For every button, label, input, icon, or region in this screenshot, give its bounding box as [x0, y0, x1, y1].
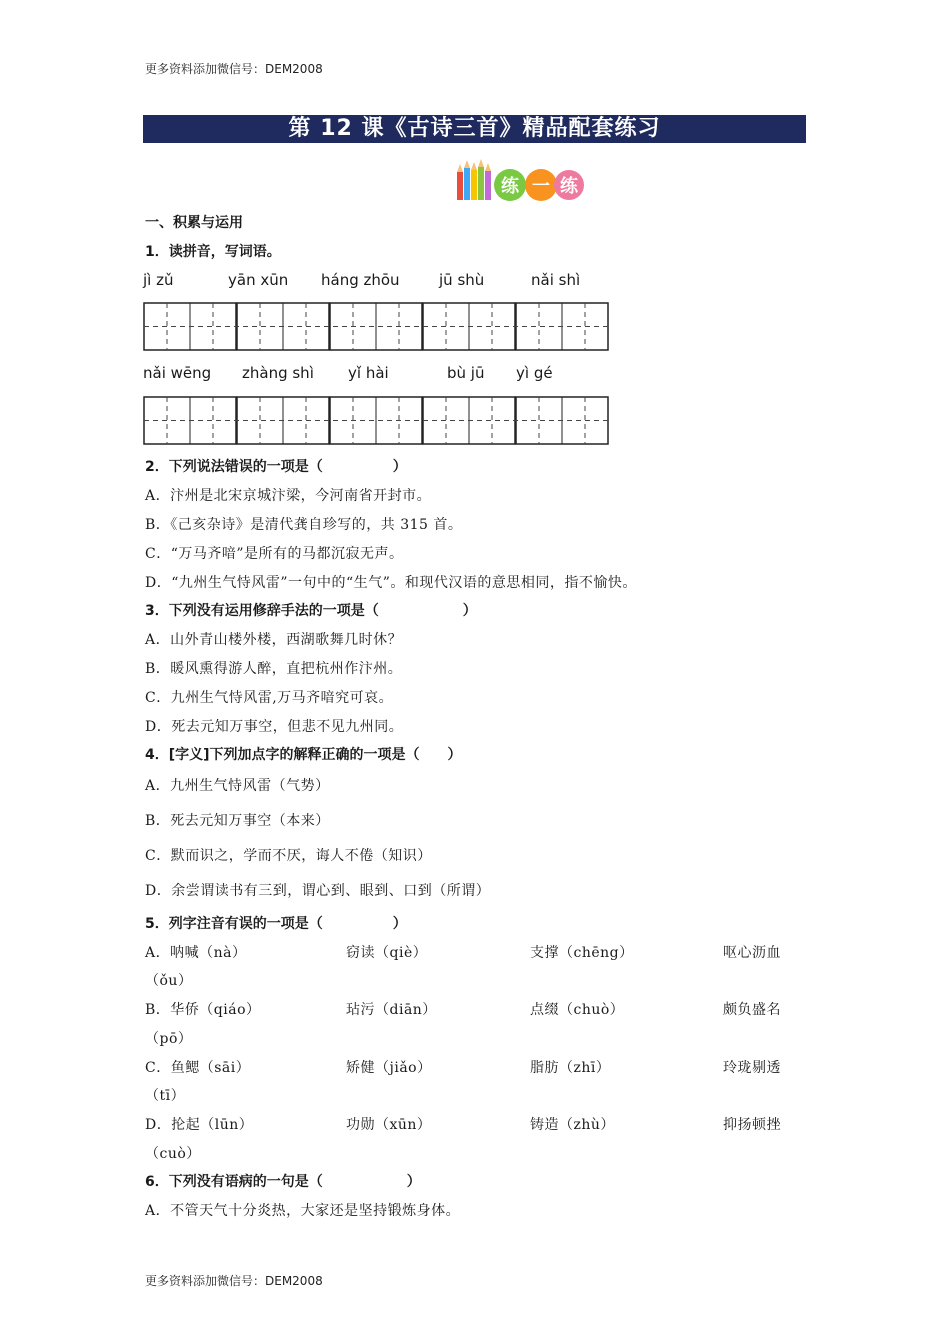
q5-row-a-1[interactable]: A．呐喊（nà） [145, 945, 247, 961]
q3-option-a[interactable]: A．山外青山楼外楼，西湖歌舞几时休？ [145, 632, 403, 648]
q4-option-a[interactable]: A．九州生气恃风雷（气势） [145, 778, 330, 794]
q2-option-d[interactable]: D．“九州生气恃风雷”一句中的“生气”。和现代汉语的意思相同，指不愉快。 [145, 575, 637, 591]
q2-stem: 2．下列说法错误的一项是（ ） [145, 459, 407, 475]
pinyin-6: nǎi wēng [143, 364, 212, 382]
q5-row-d-4: 抑扬顿挫 [723, 1117, 781, 1133]
writing-grid-row-1[interactable] [143, 302, 611, 352]
q4-option-c[interactable]: C．默而识之，学而不厌，诲人不倦（知识） [145, 848, 432, 864]
pinyin-9: bù jū [447, 364, 485, 382]
q5-row-d-2: 功勋（xūn） [346, 1117, 432, 1133]
q5-row-b-2: 玷污（diān） [346, 1002, 437, 1018]
q5-row-d-5: （cuò） [145, 1146, 201, 1162]
pinyin-7: zhàng shì [242, 364, 314, 382]
q5-row-c-3: 脂肪（zhī） [530, 1060, 611, 1076]
q6-stem: 6．下列没有语病的一句是（ ） [145, 1174, 421, 1190]
q1-stem: 1．读拼音，写词语。 [145, 244, 281, 260]
q3-option-b[interactable]: B．暖风熏得游人醉，直把杭州作汴州。 [145, 661, 403, 677]
q5-stem: 5．列字注音有误的一项是（ ） [145, 916, 407, 932]
q2-option-c[interactable]: C．“万马齐喑”是所有的马都沉寂无声。 [145, 546, 404, 562]
q6-option-a[interactable]: A．不管天气十分炎热，大家还是坚持锻炼身体。 [145, 1203, 461, 1219]
q2-option-a[interactable]: A．汴州是北宋京城汴梁，今河南省开封市。 [145, 488, 432, 504]
banner-char-3: 练 [560, 176, 578, 197]
section-heading: 一、积累与运用 [145, 215, 243, 231]
pinyin-2: yān xūn [228, 271, 289, 289]
q5-row-a-4: 呕心沥血 [723, 945, 781, 961]
q2-option-b[interactable]: B．《己亥杂诗》是清代龚自珍写的，共 315 首。 [145, 517, 463, 533]
pinyin-8: yǐ hài [348, 364, 389, 382]
page-footer: 更多资料添加微信号：DEM2008 [145, 1274, 323, 1288]
pinyin-4: jū shù [439, 271, 485, 289]
q5-row-c-2: 矫健（jiǎo） [346, 1060, 432, 1076]
q3-stem: 3．下列没有运用修辞手法的一项是（ ） [145, 603, 477, 619]
practice-banner [455, 158, 585, 204]
q5-row-b-5: （pō） [145, 1031, 193, 1047]
q5-row-c-4: 玲珑剔透 [723, 1060, 781, 1076]
q5-row-a-2: 窃读（qiè） [346, 945, 428, 961]
q3-option-c[interactable]: C．九州生气恃风雷,万马齐喑究可哀。 [145, 690, 394, 706]
writing-grid-row-2[interactable] [143, 396, 611, 446]
banner-char-1: 练 [501, 176, 519, 197]
q5-row-a-3: 支撑（chēng） [530, 945, 634, 961]
q5-row-c-5: （tī） [145, 1088, 186, 1104]
banner-char-2: 一 [532, 176, 550, 197]
pinyin-3: háng zhōu [321, 271, 400, 289]
pencils-icon [457, 159, 491, 200]
q5-row-b-3: 点缀（chuò） [530, 1002, 625, 1018]
q5-row-b-1[interactable]: B．华侨（qiáo） [145, 1002, 261, 1018]
q5-row-b-4: 颇负盛名 [723, 1002, 781, 1018]
q5-row-d-1[interactable]: D．抡起（lūn） [145, 1117, 254, 1133]
q5-row-d-3: 铸造（zhù） [530, 1117, 615, 1133]
q4-option-d[interactable]: D．余尝谓读书有三到，谓心到、眼到、口到（所谓） [145, 883, 491, 899]
pinyin-1: jì zǔ [143, 271, 174, 289]
q3-option-d[interactable]: D．死去元知万事空，但悲不见九州同。 [145, 719, 404, 735]
q5-row-a-5: （ǒu） [145, 973, 193, 989]
page-title: 第 12 课《古诗三首》精品配套练习 [143, 115, 806, 143]
q5-row-c-1[interactable]: C．鱼鳃（sāi） [145, 1060, 251, 1076]
q4-option-b[interactable]: B．死去元知万事空（本来） [145, 813, 330, 829]
pinyin-10: yì gé [516, 364, 553, 382]
page-header: 更多资料添加微信号：DEM2008 [145, 62, 323, 76]
q4-stem: 4．[字义]下列加点字的解释正确的一项是（ ） [145, 747, 462, 763]
pinyin-5: nǎi shì [531, 271, 581, 289]
